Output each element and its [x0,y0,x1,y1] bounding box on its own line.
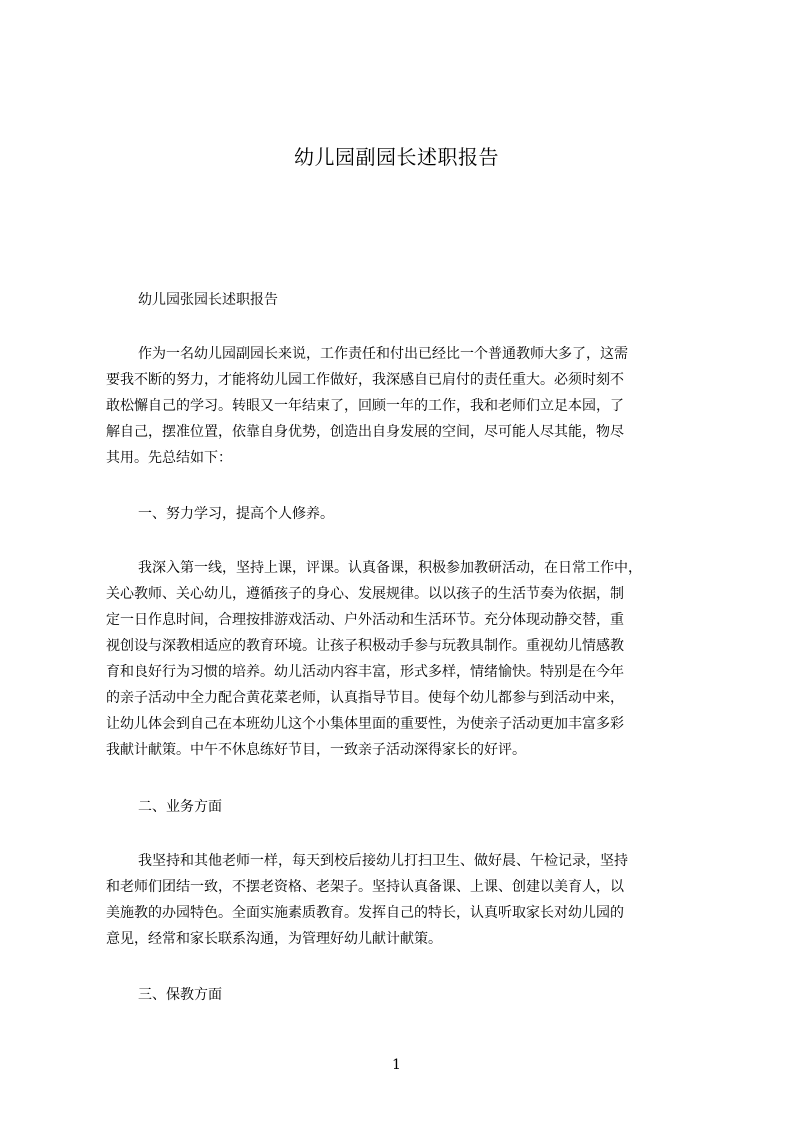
intro-line-4: 解自己，摆准位置，依靠自身优势，创造出自身发展的空间，尽可能人尽其能，物尽 [106,424,624,440]
section-1-line-6: 的亲子活动中全力配合黄花菜老师，认真指导节目。使每个幼儿都参与到活动中来， [106,690,624,706]
section-1-line-7: 让幼儿体会到自己在本班幼儿这个小集体里面的重要性，为使亲子活动更加丰富多彩 [106,716,624,732]
section-2-heading: 二、业务方面 [138,799,222,815]
section-2-line-3: 美施教的办园特色。全面实施素质教育。发挥自己的特长，认真听取家长对幼儿园的 [106,905,624,921]
section-2-line-2: 和老师们团结一致，不摆老资格、老架子。坚持认真备课、上课、创建以美育人，以 [106,879,624,895]
document-subtitle: 幼儿园张园长述职报告 [138,292,278,308]
section-1-line-1: 我深入第一线，坚持上课，评课。认真备课，积极参加教研活动，在日常工作中， [138,560,642,576]
section-2-line-4: 意见，经常和家长联系沟通，为管理好幼儿献计献策。 [106,931,442,947]
document-title: 幼儿园副园长述职报告 [294,145,499,169]
section-1-heading: 一、努力学习，提高个人修养。 [138,506,334,522]
intro-line-5: 其用。先总结如下： [106,450,232,466]
section-1-line-4: 视创设与深教相适应的教育环境。让孩子积极动手参与玩教具制作。重视幼儿情感教 [106,638,624,654]
section-1-line-3: 定一日作息时间，合理按排游戏活动、户外活动和生活环节。充分体现动静交替，重 [106,612,624,628]
intro-line-2: 要我不断的努力，才能将幼儿园工作做好，我深感自已肩付的责任重大。必须时刻不 [106,372,624,388]
section-1-line-8: 我献计献策。中午不休息练好节目，一致亲子活动深得家长的好评。 [106,742,526,758]
section-3-heading: 三、保教方面 [138,987,222,1003]
section-1-line-5: 育和良好行为习惯的培养。幼儿活动内容丰富，形式多样，情绪愉快。特别是在今年 [106,664,624,680]
page-number: 1 [392,1057,401,1073]
section-1-line-2: 关心教师、关心幼儿，遵循孩子的身心、发展规律。以以孩子的生活节奏为依据，制 [106,586,624,602]
intro-line-3: 敢松懈自己的学习。转眼又一年结束了，回顾一年的工作，我和老师们立足本园，了 [106,398,624,414]
intro-line-1: 作为一名幼儿园副园长来说，工作责任和付出已经比一个普通教师大多了，这需 [138,346,628,362]
section-2-line-1: 我坚持和其他老师一样，每天到校后接幼儿打扫卫生、做好晨、午检记录，坚持 [138,853,628,869]
